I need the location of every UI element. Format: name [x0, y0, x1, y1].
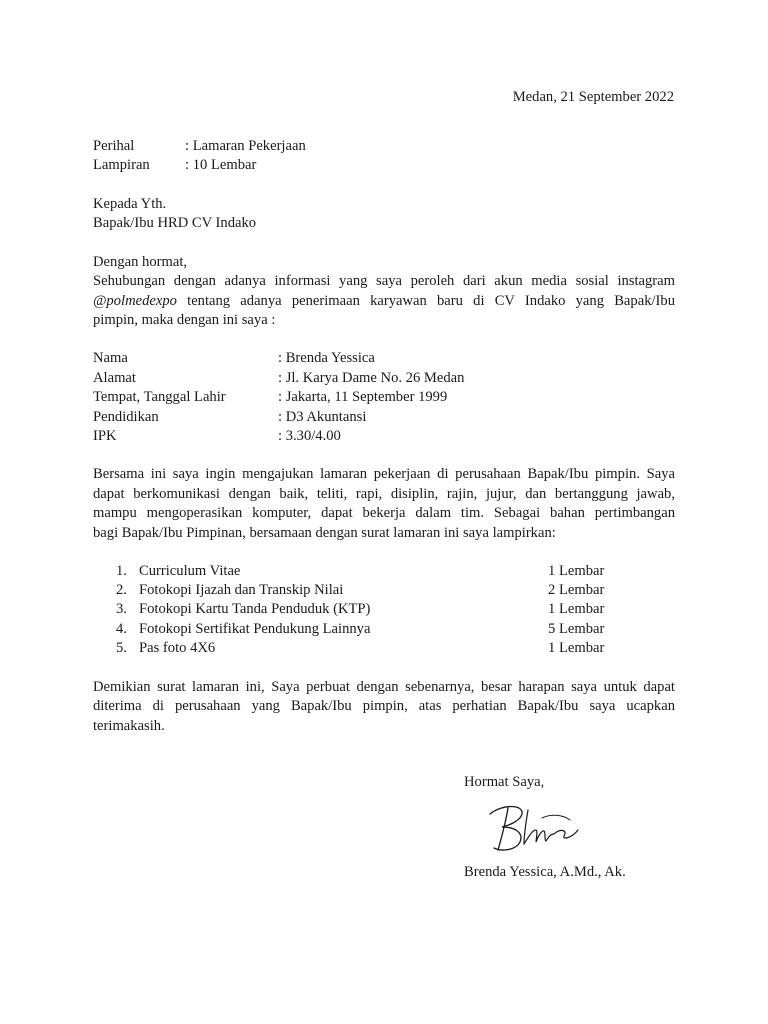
- personal-birth-label: Tempat, Tanggal Lahir: [93, 389, 226, 405]
- intro-paragraph-line-2: [93, 292, 675, 312]
- body-paragraph-line-1: Bersama ini saya ingin mengajukan lamaran pekerjaan di perusahaan Bapak/Ibu pimpin. Saya: [93, 466, 675, 482]
- attachment-item-number: 3.: [116, 601, 127, 617]
- intro-paragraph-line-3: pimpin, maka dengan ini saya :: [93, 312, 276, 328]
- personal-gpa-label: IPK: [93, 428, 117, 444]
- personal-address-label: Alamat: [93, 370, 136, 386]
- attachment-item-name: Fotokopi Sertifikat Pendukung Lainnya: [139, 621, 371, 637]
- intro-line-2-rest: tentang adanya penerimaan karyawan baru di CV Indako yang Bapak/Ibu: [176, 293, 675, 309]
- body-paragraph-line-3: mampu mengoperasikan komputer, dapat bekerja dalam tim. Sebagai bahan pertimbangan: [93, 505, 675, 521]
- handwritten-signature: [484, 800, 584, 862]
- personal-address-value: : Jl. Karya Dame No. 26 Medan: [278, 370, 465, 386]
- attachment-item-qty: 1 Lembar: [548, 563, 605, 579]
- signatory-name: Brenda Yessica, A.Md., Ak.: [464, 864, 626, 880]
- attachment-item-qty: 2 Lembar: [548, 582, 605, 598]
- attachment-item-name: Pas foto 4X6: [139, 640, 216, 656]
- attachment-item-qty: 1 Lembar: [548, 640, 605, 656]
- subject-label: Perihal: [93, 138, 135, 154]
- personal-education-value: : D3 Akuntansi: [278, 409, 367, 425]
- personal-gpa-value: : 3.30/4.00: [278, 428, 341, 444]
- attachment-item-number: 1.: [116, 563, 127, 579]
- sign-off: Hormat Saya,: [464, 774, 545, 790]
- recipient-line-2: Bapak/Ibu HRD CV Indako: [93, 215, 257, 231]
- instagram-handle: @polmedexpo: [93, 293, 177, 309]
- attachment-item-name: Fotokopi Kartu Tanda Penduduk (KTP): [139, 601, 371, 617]
- attachment-value: : 10 Lembar: [185, 157, 257, 173]
- attachment-item-name: Fotokopi Ijazah dan Transkip Nilai: [139, 582, 344, 598]
- intro-paragraph-line-1: Sehubungan dengan adanya informasi yang saya peroleh dari akun media sosial instagram: [93, 273, 675, 289]
- attachment-item-number: 4.: [116, 621, 127, 637]
- closing-paragraph-line-1: Demikian surat lamaran ini, Saya perbuat dengan sebenarnya, besar harapan saya untuk dapat: [93, 679, 675, 695]
- attachment-item-number: 2.: [116, 582, 127, 598]
- attachment-label: Lampiran: [93, 157, 150, 173]
- letter-date: Medan, 21 September 2022: [512, 89, 674, 105]
- attachment-item-qty: 5 Lembar: [548, 621, 605, 637]
- body-paragraph-line-2: dapat berkomunikasi dengan baik, teliti, rapi, disiplin, rajin, jujur, dan bertanggung jawab,: [93, 486, 675, 502]
- personal-birth-value: : Jakarta, 11 September 1999: [278, 389, 448, 405]
- attachment-item-name: Curriculum Vitae: [139, 563, 241, 579]
- body-paragraph-line-4: bagi Bapak/Ibu Pimpinan, bersamaan dengan surat lamaran ini saya lampirkan:: [93, 525, 556, 541]
- personal-education-label: Pendidikan: [93, 409, 159, 425]
- closing-paragraph-line-3: terimakasih.: [93, 718, 165, 734]
- closing-paragraph-line-2: diterima di perusahaan yang Bapak/Ibu pimpin, atas perhatian Bapak/Ibu saya ucapkan: [93, 698, 675, 714]
- greeting: Dengan hormat,: [93, 254, 188, 270]
- personal-name-label: Nama: [93, 350, 128, 366]
- subject-value: : Lamaran Pekerjaan: [185, 138, 306, 154]
- personal-name-value: : Brenda Yessica: [278, 350, 375, 366]
- attachment-item-number: 5.: [116, 640, 127, 656]
- recipient-line-1: Kepada Yth.: [93, 196, 167, 212]
- attachment-item-qty: 1 Lembar: [548, 601, 605, 617]
